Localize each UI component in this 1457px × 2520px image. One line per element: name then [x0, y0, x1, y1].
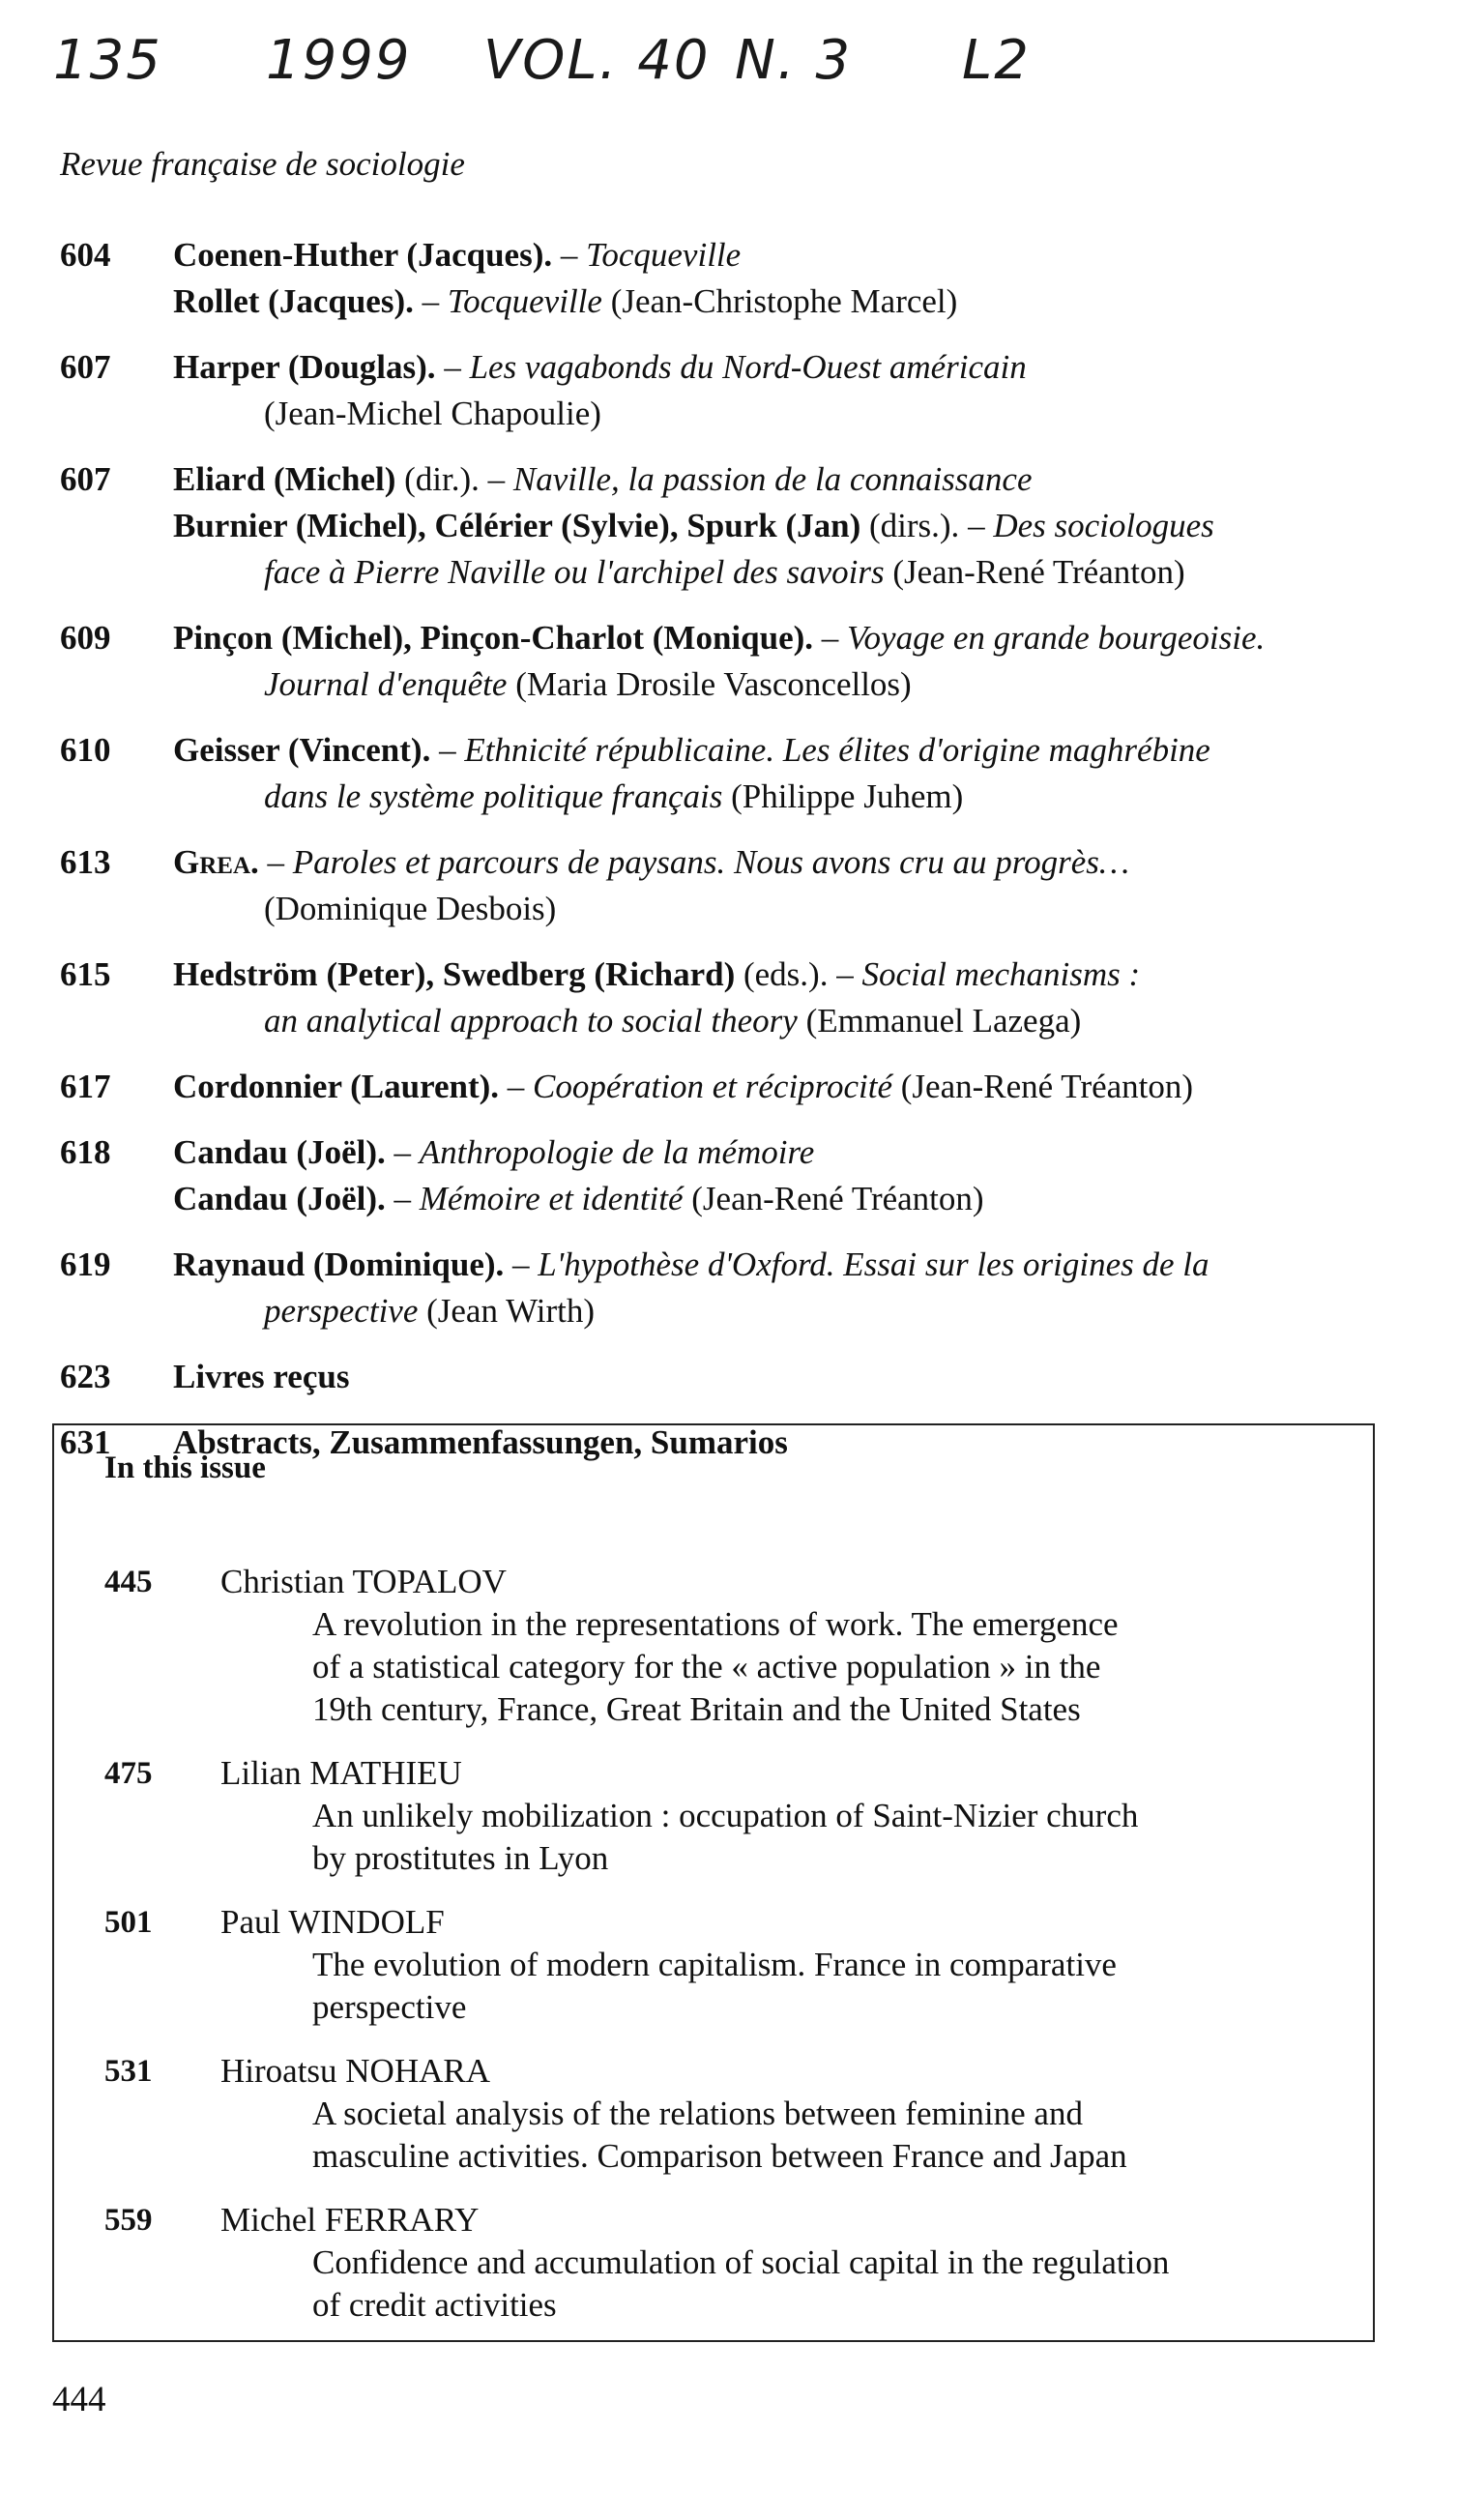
book-title-cont: face à Pierre Naville ou l'archipel des savoirs	[264, 553, 885, 591]
book-title: Anthropologie de la mémoire	[419, 1133, 815, 1171]
article-author: Hiroatsu NOHARA	[220, 2052, 491, 2090]
book-title: Coopération et réciprocité	[533, 1068, 893, 1105]
book-title: Naville, la passion de la connaissance	[512, 460, 1033, 498]
toc-page-number: 619	[60, 1245, 111, 1283]
book-title: Des sociologues	[993, 507, 1214, 544]
toc-book-line	[173, 232, 1413, 278]
separator: –	[813, 619, 848, 657]
separator: –	[430, 731, 465, 769]
toc-entry	[60, 615, 1413, 708]
toc-page-number: 610	[60, 731, 111, 769]
issue-entry-body	[220, 1901, 1342, 2029]
book-title: Tocqueville	[447, 282, 602, 320]
book-title: L'hypothèse d'Oxford. Essai sur les origines de la	[538, 1245, 1209, 1283]
editor-role: (eds.).	[735, 955, 829, 993]
toc-entry	[60, 232, 1413, 325]
separator: –	[479, 460, 513, 498]
toc-entry	[60, 456, 1413, 596]
toc-page-number: 631	[60, 1423, 111, 1461]
toc-entry	[60, 1129, 1413, 1222]
toc-page-number: 617	[60, 1068, 111, 1105]
book-author: Abstracts, Zusammenfassungen, Sumarios	[173, 1423, 788, 1461]
article-title-line: masculine activities. Comparison between France and Japan	[312, 2137, 1127, 2175]
book-author: Rollet (Jacques).	[173, 282, 414, 320]
article-author: Paul WINDOLF	[220, 1903, 445, 1941]
toc-book-line	[173, 278, 1413, 325]
journal-title: Revue française de sociologie	[60, 145, 465, 183]
toc-entry	[60, 344, 1413, 437]
reviewer-name: (Maria Drosile Vasconcellos)	[507, 665, 912, 703]
toc-entry-body	[173, 456, 1413, 596]
toc-entry-body	[173, 232, 1413, 325]
book-author: Geisser (Vincent).	[173, 731, 431, 769]
in-this-issue-list	[104, 1561, 1342, 2348]
issue-entry	[104, 2199, 1342, 2327]
separator: –	[435, 348, 470, 386]
article-title-line: of credit activities	[312, 2286, 557, 2324]
book-title: Ethnicité républicaine. Les élites d'origine maghrébine	[464, 731, 1210, 769]
toc-entry-body	[173, 1129, 1413, 1222]
article-title-line: Confidence and accumulation of social capital in the regulation	[312, 2243, 1170, 2281]
book-author: Hedström (Peter), Swedberg (Richard)	[173, 955, 736, 993]
toc-book-line	[173, 615, 1413, 661]
article-author: Michel FERRARY	[220, 2201, 480, 2239]
article-title-line: perspective	[312, 1988, 467, 2026]
toc-book-line-cont	[173, 774, 1413, 820]
toc-reviewer-line	[173, 391, 1413, 437]
in-this-issue-box	[52, 1423, 1375, 2342]
separator: –	[413, 282, 448, 320]
toc-entry-body	[173, 344, 1413, 437]
reviewer-name: (Jean-Christophe Marcel)	[601, 282, 958, 320]
toc-entry	[60, 1064, 1413, 1110]
toc-entry	[60, 727, 1413, 820]
issue-page-number: 559	[104, 2203, 153, 2238]
toc-entry-body	[173, 727, 1413, 820]
reviewer-name: (Jean-Michel Chapoulie)	[264, 395, 601, 432]
in-this-issue-heading: In this issue	[104, 1450, 266, 1485]
toc-page-number: 615	[60, 955, 111, 993]
toc-book-line	[173, 456, 1413, 503]
issue-entry-body	[220, 2050, 1342, 2178]
handwritten-issue: N. 3	[735, 29, 853, 92]
toc-book-line	[173, 503, 1413, 549]
handwritten-code: L2	[962, 29, 1031, 92]
book-author: Candau (Joël).	[173, 1180, 386, 1217]
toc-book-line	[173, 1354, 1413, 1400]
article-author: Lilian MATHIEU	[220, 1754, 462, 1792]
toc-entry-body	[173, 1242, 1413, 1334]
toc-book-line-cont	[173, 549, 1413, 596]
separator: –	[828, 955, 862, 993]
editor-role: (dirs.).	[860, 507, 960, 544]
handwritten-volume: VOL. 40	[483, 29, 711, 92]
toc-page-number: 623	[60, 1358, 111, 1395]
book-author: Livres reçus	[173, 1358, 350, 1395]
book-title: Les vagabonds du Nord-Ouest américain	[469, 348, 1027, 386]
toc-page-number: 607	[60, 348, 111, 386]
toc-book-line-cont	[173, 1288, 1413, 1334]
issue-page-number: 501	[104, 1905, 153, 1940]
reviewer-name: (Dominique Desbois)	[264, 890, 557, 927]
toc-book-line-cont	[173, 998, 1413, 1044]
toc-book-line	[173, 344, 1413, 391]
article-author: Christian TOPALOV	[220, 1563, 507, 1600]
issue-entry	[104, 1901, 1342, 2029]
issue-entry	[104, 1752, 1342, 1880]
toc-page-number: 604	[60, 236, 111, 274]
handwritten-number: 135	[53, 29, 162, 92]
toc-entry	[60, 1242, 1413, 1334]
book-title: Paroles et parcours de paysans. Nous avons cru au progrès…	[292, 843, 1130, 881]
toc-book-line	[173, 839, 1413, 886]
book-author: Burnier (Michel), Célérier (Sylvie), Spurk (Jan)	[173, 507, 861, 544]
article-title-line: The evolution of modern capitalism. France in comparative	[312, 1946, 1117, 1983]
reviewer-name: (Jean-René Tréanton)	[884, 553, 1185, 591]
book-title-cont: an analytical approach to social theory	[264, 1002, 798, 1040]
reviewer-name: (Jean Wirth)	[418, 1292, 595, 1330]
book-author: Pinçon (Michel), Pinçon-Charlot (Monique).	[173, 619, 814, 657]
book-author: Raynaud (Dominique).	[173, 1245, 505, 1283]
reviewer-name: (Jean-René Tréanton)	[683, 1180, 984, 1217]
editor-role: (dir.).	[395, 460, 480, 498]
book-title-cont: dans le système politique français	[264, 777, 723, 815]
article-title-line: by prostitutes in Lyon	[312, 1839, 609, 1877]
separator: –	[385, 1180, 420, 1217]
article-title	[220, 2093, 1342, 2178]
issue-entry-body	[220, 2199, 1342, 2327]
book-title-cont: perspective	[264, 1292, 419, 1330]
separator: –	[552, 236, 587, 274]
book-author: Cordonnier (Laurent).	[173, 1068, 500, 1105]
toc-reviewer-line	[173, 886, 1413, 932]
toc-page-number: 618	[60, 1133, 111, 1171]
book-author: Coenen-Huther (Jacques).	[173, 236, 553, 274]
book-title: Mémoire et identité	[419, 1180, 684, 1217]
toc-book-line	[173, 727, 1413, 774]
handwritten-year: 1999	[266, 29, 412, 92]
article-title-line: 19th century, France, Great Britain and the United States	[312, 1690, 1081, 1728]
toc-entry	[60, 839, 1413, 932]
toc-entry-body	[173, 1064, 1413, 1110]
article-title	[220, 2242, 1342, 2327]
separator: –	[504, 1245, 539, 1283]
toc-book-line	[173, 1242, 1413, 1288]
book-title-cont: Journal d'enquête	[264, 665, 508, 703]
book-author: Grea.	[173, 843, 259, 881]
issue-entry	[104, 2050, 1342, 2178]
toc-book-line	[173, 1064, 1413, 1110]
toc-entry-body	[173, 615, 1413, 708]
issue-entry-body	[220, 1752, 1342, 1880]
article-title	[220, 1795, 1342, 1880]
issue-entry-body	[220, 1561, 1342, 1731]
reviewer-name: (Jean-René Tréanton)	[892, 1068, 1194, 1105]
issue-page-number: 475	[104, 1756, 153, 1791]
issue-page-number: 445	[104, 1565, 153, 1599]
book-title: Tocqueville	[586, 236, 742, 274]
toc-book-line	[173, 952, 1413, 998]
separator: –	[258, 843, 293, 881]
book-title: Voyage en grande bourgeoisie.	[847, 619, 1266, 657]
toc-page-number: 607	[60, 460, 111, 498]
book-author: Eliard (Michel)	[173, 460, 396, 498]
separator: –	[385, 1133, 420, 1171]
article-title	[220, 1603, 1342, 1731]
article-title-line: A societal analysis of the relations between feminine and	[312, 2095, 1083, 2132]
toc-entry-body	[173, 839, 1413, 932]
toc-page-number: 613	[60, 843, 111, 881]
toc-page-number: 609	[60, 619, 111, 657]
review-contents	[60, 232, 1413, 1485]
reviewer-name: (Emmanuel Lazega)	[797, 1002, 1082, 1040]
book-author: Harper (Douglas).	[173, 348, 436, 386]
toc-entry-body	[173, 1354, 1413, 1400]
issue-entry	[104, 1561, 1342, 1731]
article-title-line: An unlikely mobilization : occupation of Saint-Nizier church	[312, 1797, 1139, 1834]
page-number: 444	[52, 2380, 106, 2419]
book-title: Social mechanisms :	[861, 955, 1141, 993]
separator: –	[499, 1068, 534, 1105]
article-title	[220, 1944, 1342, 2029]
separator: –	[959, 507, 994, 544]
article-title-line: of a statistical category for the « active population » in the	[312, 1648, 1101, 1685]
toc-entry-body	[173, 952, 1413, 1044]
book-author: Candau (Joël).	[173, 1133, 386, 1171]
issue-page-number: 531	[104, 2054, 153, 2089]
article-title-line: A revolution in the representations of work. The emergence	[312, 1605, 1119, 1643]
toc-book-line	[173, 1176, 1413, 1222]
toc-entry	[60, 952, 1413, 1044]
toc-book-line-cont	[173, 661, 1413, 708]
toc-entry	[60, 1354, 1413, 1400]
toc-book-line	[173, 1129, 1413, 1176]
reviewer-name: (Philippe Juhem)	[722, 777, 964, 815]
